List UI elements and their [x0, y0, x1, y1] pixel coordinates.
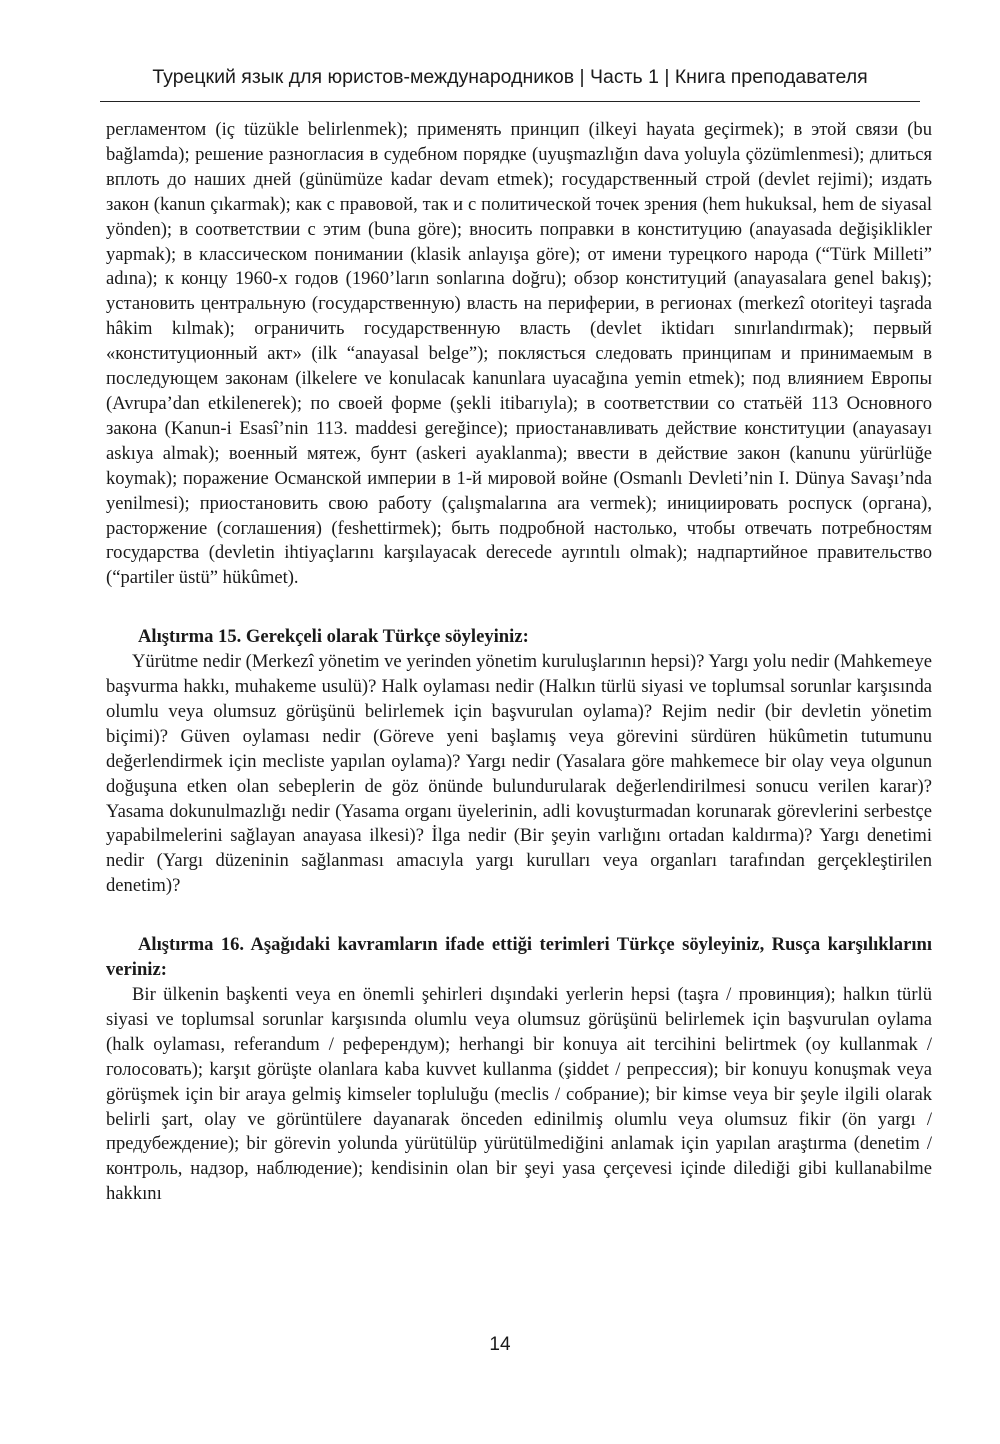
page-number: 14: [489, 1334, 511, 1355]
running-header: Турецкий язык для юристов-международников | Часть 1 | Книга преподавателя: [152, 66, 868, 88]
exercise-15-text: Yürütme nedir (Merkezî yönetim ve yerinden yönetim kuruluşlarının hepsi)? Yargı yolu nedir (Mahkemeye başvurma hakkı, muhakeme usulü)? Halk oylaması nedir (Halkın türlü siyasi ve toplumsal sorunlar karşısında olumlu veya olumsuz görüşünü belirlemek için başvurulan oylama)? Rejim nedir (bir devletin yönetim biçimi)? Güven oylaması nedir (Göreve yeni başlamış veya görevini sürdüren hükûmetin tutumunu değerlendirmek için mecliste yapılan oylama)? Yargı nedir (Yasalara göre mahkemece bir olay veya olgunun doğuşuna etken olan sebeplerin de göz önünde bulundurularak değerlendirilmesi sonucu verilen karar)? Yasama dokunulmazlığı nedir (Yasama organı üyelerinin, adli kovuşturmadan korunarak görevlerini serbestçe yapabilmelerini sağlayan anayasa ilkesi)? İlga nedir (Bir şeyin varlığını ortadan kaldırma)? Yargı denetimi nedir (Yargı düzeninin sağlanması amacıyla yargı kurulları veya organları tarafından gerçekleştirilen denetim)?: [106, 651, 932, 897]
vocabulary-paragraph: регламентом (iç tüzükle belirlenmek); применять принцип (ilkeyi hayata geçirmek); в этой связи (bu bağlamda); решение разногласия в судебном порядке (uyuşmazlığın dava yoluyla çözümlenmesi); длиться вплоть до наших дней (günümüze kadar devam etmek); государственный строй (devlet rejimi); издать закон (kanun çıkarmak); как с правовой, так и с политической точек зрения (hem hukuksal, hem de siyasal yönden); в соответствии с этим (buna göre); вносить поправки в конституцию (anayasada değişiklikler yapmak); в классическом понимании (klasik anlayışa göre); от имени турецкого народа (“Türk Milleti” adına); к концу 1960-х годов (1960’ların sonlarına doğru); обзор конституций (anayasalara genel bakış); установить центральную (государственную) власть на периферии, в регионах (merkezî otoriteyi taşrada hâkim kılmak); ограничить государственную власть (devlet iktidarı sınırlandırmak); первый «конституционный акт» (ilk “anayasal belge”); поклясться следовать принципам и принимаемым в последующем законам (ilkelere ve konulacak kanunlara uyacağına yemin etmek); под влиянием Европы (Avrupa’dan etkilenerek); по своей форме (şekli itibarıyla); в соответствии со статьёй 113 Основного закона (Kanun-i Esasî’nin 113. maddesi gereğince); приостанавливать действие конституции (anayasayı askıya almak); военный мятеж, бунт (askeri ayaklanma); ввести в действие закон (kanunu yürürlüğe koymak); поражение Османской империи в 1-й мировой войне (Osmanlı Devleti’nin I. Dünya Savaşı’nda yenilmesi); приостановить свою работу (çalışmalarına ara vermek); инициировать роспуск (органа), расторжение (соглашения) (feshettirmek); быть подробной настолько, чтобы отвечать потребностям государства (devletin ihtiyaçlarını karşılayacak derecede ayrıntılı olmak); надпартийное правительство (“partiler üstü” hükûmet).: [106, 119, 932, 589]
exercise-16-title: Alıştırma 16. Aşağıdaki kavramların ifade ettiği terimleri Türkçe söyleyiniz, Rusça karşılıklarını veriniz:: [106, 934, 932, 981]
exercise-15-title: Alıştırma 15. Gerekçeli olarak Türkçe söyleyiniz:: [138, 626, 529, 648]
section-gap: [106, 899, 932, 933]
section-gap: [106, 591, 932, 625]
header-rule: [100, 101, 920, 102]
exercise-16-text: Bir ülkenin başkenti veya en önemli şehirleri dışındaki yerlerin hepsi (taşra / провинция); halkın türlü siyasi ve toplumsal sorunlar karşısında olumlu veya olumsuz görüşünü belirlemek için başvurulan oylama (halk oylaması, referandum / референдум); herhangi bir konuya ait tercihini belirtmek (oy kullanmak / голосовать); karşıt görüşte olanlara kaba kuvvet kullanma (şiddet / репрессия); bir konuyu konuşmak veya görüşmek için bir araya gelmiş kimseler topluluğu (meclis / собрание); bir kimse veya bir şeyle ilgili olarak belirli şart, olay ve görüntülere dayanarak önceden edinilmiş olumlu veya olumsuz fikir (ön yargı / предубеждение); bir görevin yolunda yürütülüp yürütülmediğini anlamak için yapılan araştırma (denetim / контроль, надзор, наблюдение); kendisinin olan bir şeyi yasa çerçevesi içinde dilediği gibi kullanabilme hakkını: [106, 984, 932, 1205]
page-content: [106, 118, 932, 1207]
